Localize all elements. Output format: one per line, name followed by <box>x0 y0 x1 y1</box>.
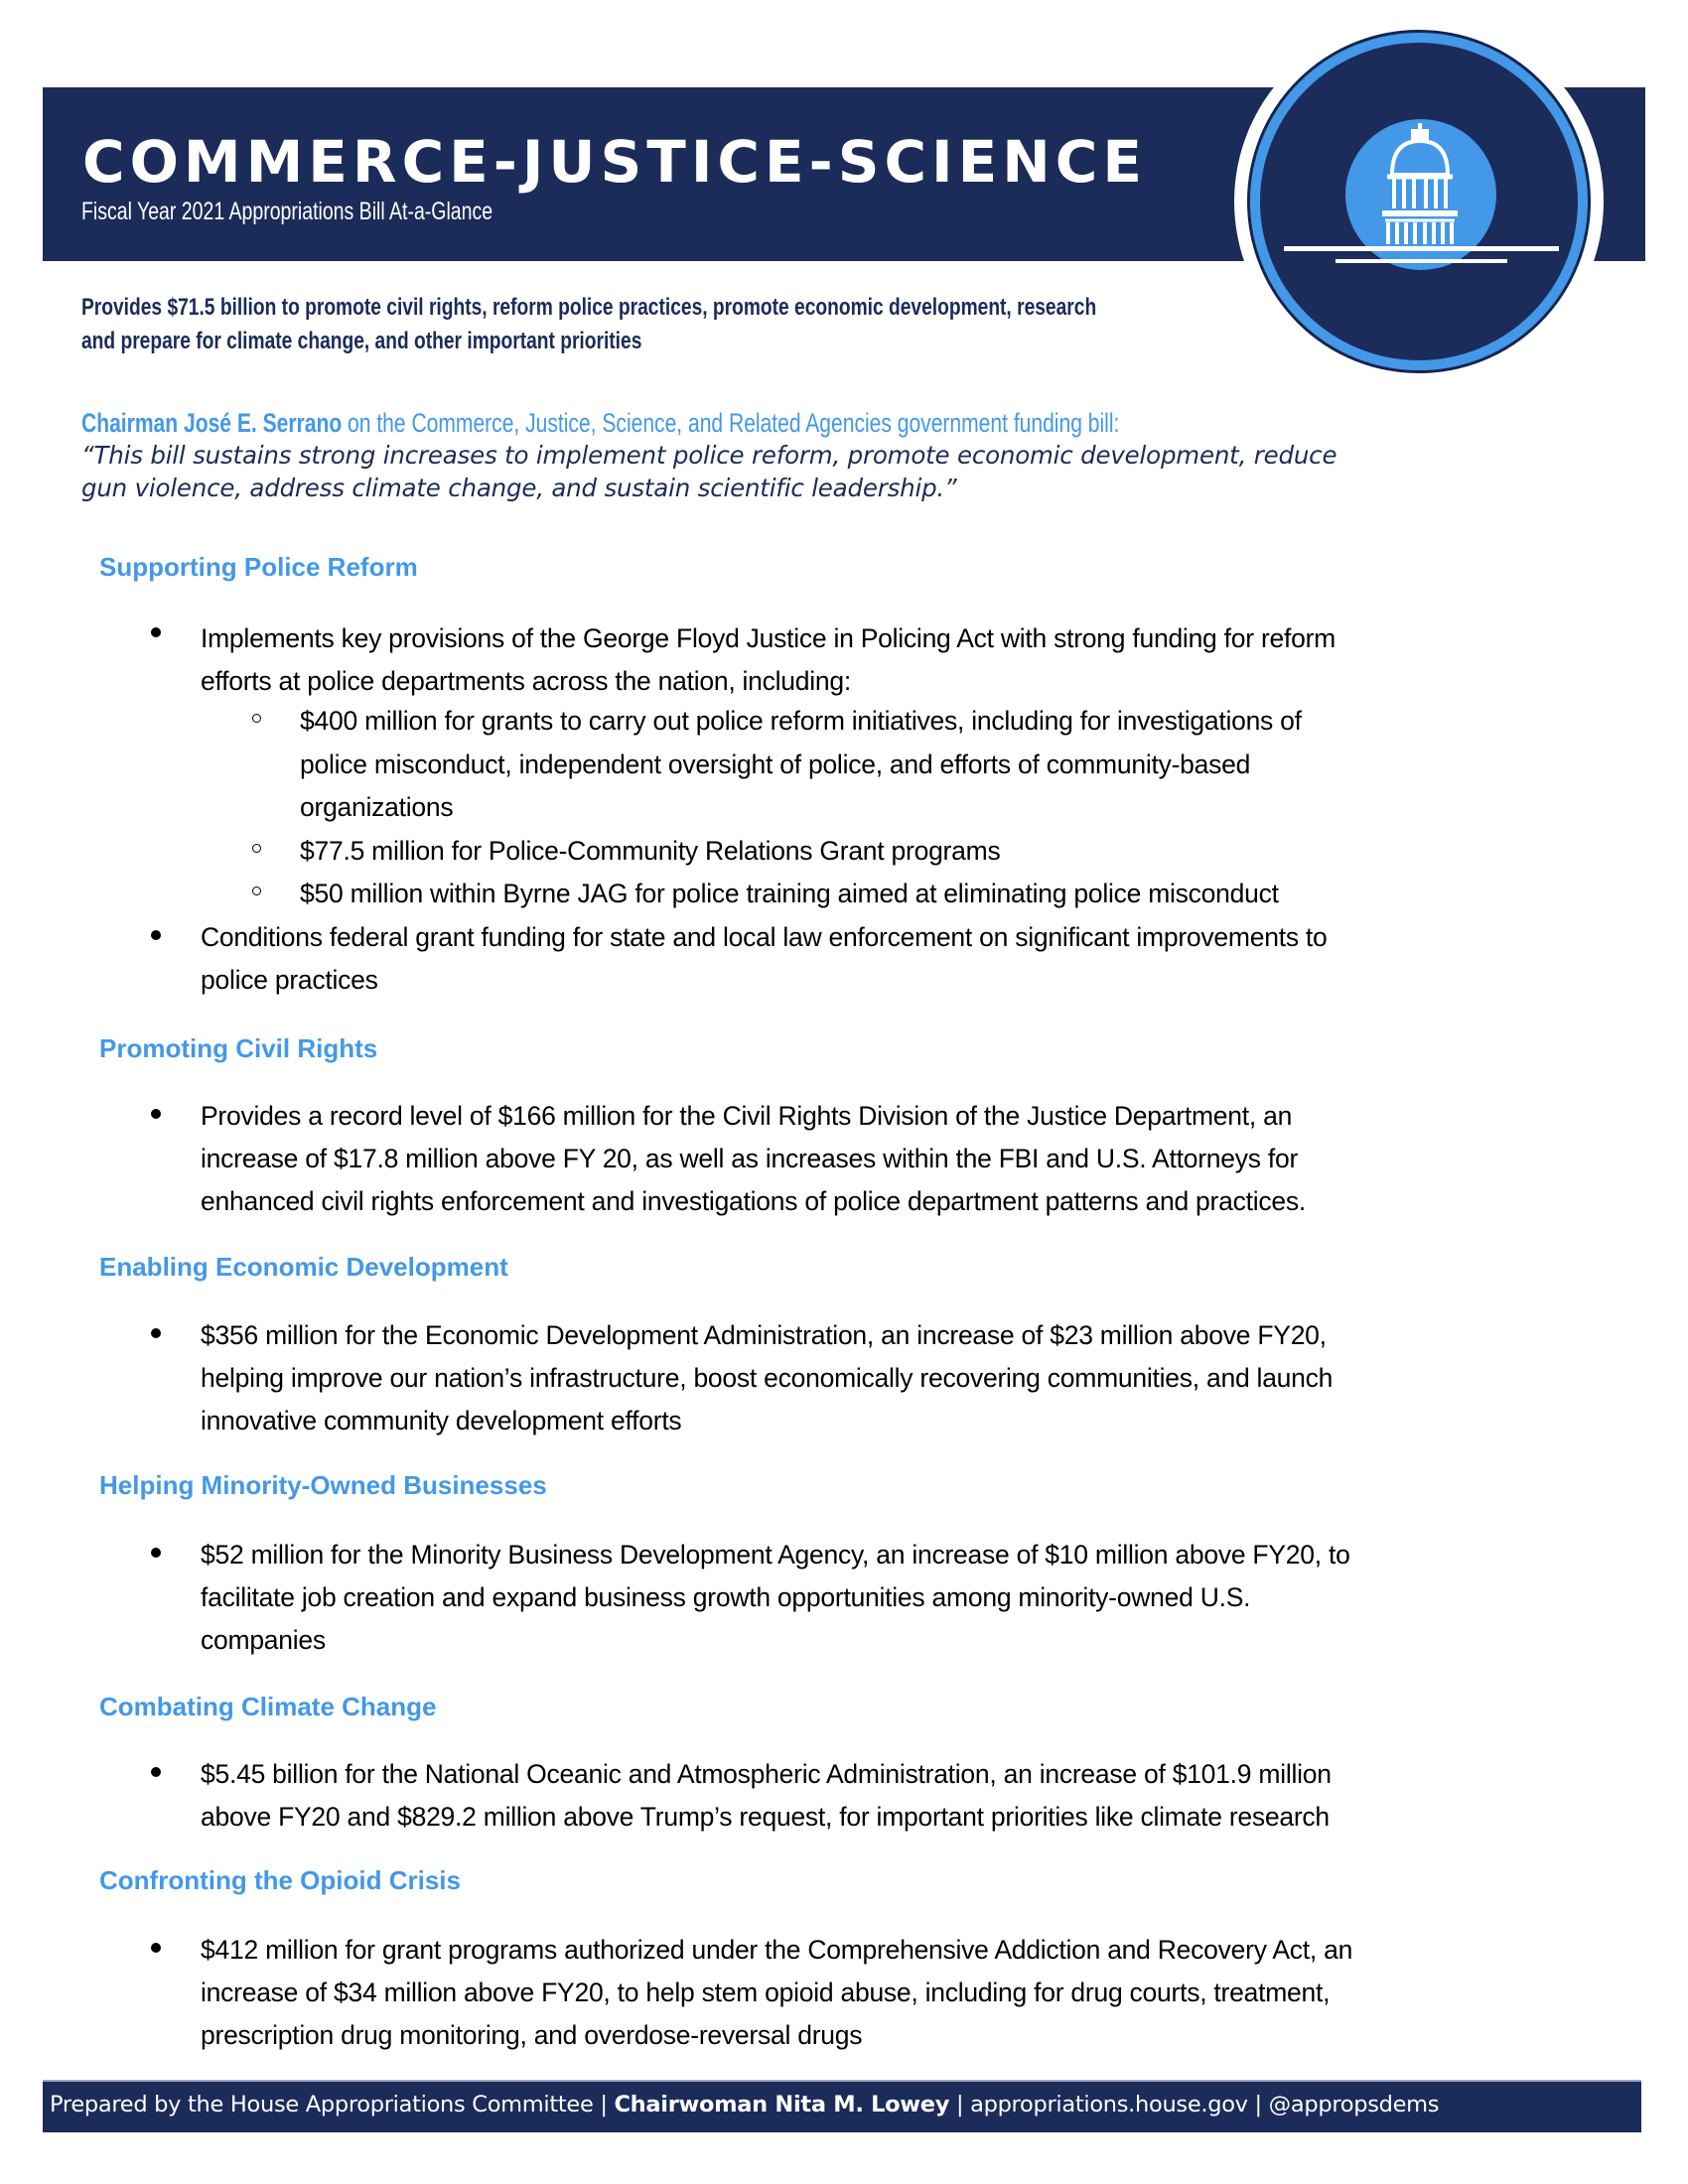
quote-attribution <box>81 407 1119 439</box>
intro-line: and prepare for climate change, and other important priorities <box>81 328 642 354</box>
bullet-line: efforts at police departments across the nation, including: <box>201 666 852 696</box>
bullet-icon <box>151 1943 161 1953</box>
quote-line: gun violence, address climate change, and sustain scientific leadership.” <box>81 474 957 502</box>
section-heading-economic-development: Enabling Economic Development <box>99 1252 508 1282</box>
bullet-line: companies <box>201 1625 326 1655</box>
section-heading-police-reform: Supporting Police Reform <box>99 552 418 582</box>
section-heading-civil-rights: Promoting Civil Rights <box>99 1033 378 1063</box>
bullet-line: police practices <box>201 965 378 995</box>
section-heading-climate-change: Combating Climate Change <box>99 1692 437 1721</box>
bullet-icon <box>151 627 161 637</box>
bullet-line: innovative community development efforts <box>201 1406 682 1435</box>
footer-links: | appropriations.house.gov | @appropsdems <box>949 2092 1440 2117</box>
sub-bullet-line: $400 million for grants to carry out police reform initiatives, including for investigations of <box>300 706 1302 736</box>
section-heading-opioid-crisis: Confronting the Opioid Crisis <box>99 1865 461 1895</box>
bullet-icon <box>151 1328 161 1338</box>
quote-context: on the Commerce, Justice, Science, and Related Agencies government funding bill: <box>342 408 1120 438</box>
bullet-line: enhanced civil rights enforcement and investigations of police department patterns and practices. <box>201 1186 1306 1216</box>
bullet-icon <box>151 1109 161 1119</box>
chairman-quote <box>81 439 1630 504</box>
bullet-line: increase of $34 million above FY20, to help stem opioid abuse, including for drug courts, treatment, <box>201 1978 1331 2007</box>
sub-bullet-line: police misconduct, independent oversight of police, and efforts of community-based <box>300 750 1251 779</box>
bullet-line: $412 million for grant programs authorized under the Comprehensive Addiction and Recovery Act, an <box>201 1935 1353 1965</box>
bullet-line: $52 million for the Minority Business Development Agency, an increase of $10 million above FY20, to <box>201 1540 1350 1570</box>
footer-credits <box>50 2089 1439 2120</box>
bullet-line: Implements key provisions of the George Floyd Justice in Policing Act with strong funding for reform <box>201 623 1336 653</box>
bullet-line: helping improve our nation’s infrastructure, boost economically recovering communities, and launch <box>201 1363 1334 1393</box>
sub-bullet-icon <box>252 887 261 895</box>
page-title: COMMERCE-JUSTICE-SCIENCE <box>82 128 1147 196</box>
bullet-line: $356 million for the Economic Development Administration, an increase of $23 million above FY20, <box>201 1320 1327 1350</box>
bullet-line: increase of $17.8 million above FY 20, as well as increases within the FBI and U.S. Attorneys for <box>201 1144 1299 1173</box>
bullet-icon <box>151 1767 161 1777</box>
intro-line: Provides $71.5 billion to promote civil rights, reform police practices, promote economic development, research <box>81 294 1097 321</box>
intro-summary <box>81 291 1273 358</box>
quote-line: “This bill sustains strong increases to implement police reform, promote economic development, reduce <box>81 441 1337 470</box>
quote-speaker: Chairman José E. Serrano <box>81 408 343 438</box>
footer-chairwoman: Chairwoman Nita M. Lowey <box>614 2092 950 2117</box>
sub-bullet-icon <box>252 844 261 853</box>
bullet-line: above FY20 and $829.2 million above Trump’s request, for important priorities like climate research <box>201 1802 1330 1832</box>
bullet-line: facilitate job creation and expand business growth opportunities among minority-owned U.S. <box>201 1582 1251 1612</box>
sub-bullet-line: organizations <box>300 792 454 822</box>
sub-bullet-line: $50 million within Byrne JAG for police training aimed at eliminating police misconduct <box>300 879 1279 908</box>
bullet-line: prescription drug monitoring, and overdose-reversal drugs <box>201 2020 863 2050</box>
sub-bullet-icon <box>252 714 261 723</box>
bullet-icon <box>151 1548 161 1558</box>
footer-prepared-by: Prepared by the House Appropriations Committee | <box>50 2092 615 2117</box>
bullet-line: $5.45 billion for the National Oceanic and Atmospheric Administration, an increase of $101.9 million <box>201 1759 1332 1789</box>
bullet-icon <box>151 930 161 940</box>
bullet-line: Provides a record level of $166 million for the Civil Rights Division of the Justice Department, an <box>201 1101 1293 1131</box>
section-heading-minority-businesses: Helping Minority-Owned Businesses <box>99 1470 547 1500</box>
sub-bullet-line: $77.5 million for Police-Community Relations Grant programs <box>300 836 1001 866</box>
capitol-dome-icon <box>1271 109 1569 278</box>
page-subtitle: Fiscal Year 2021 Appropriations Bill At-a-Glance <box>81 198 493 225</box>
bullet-line: Conditions federal grant funding for state and local law enforcement on significant improvements to <box>201 922 1328 952</box>
